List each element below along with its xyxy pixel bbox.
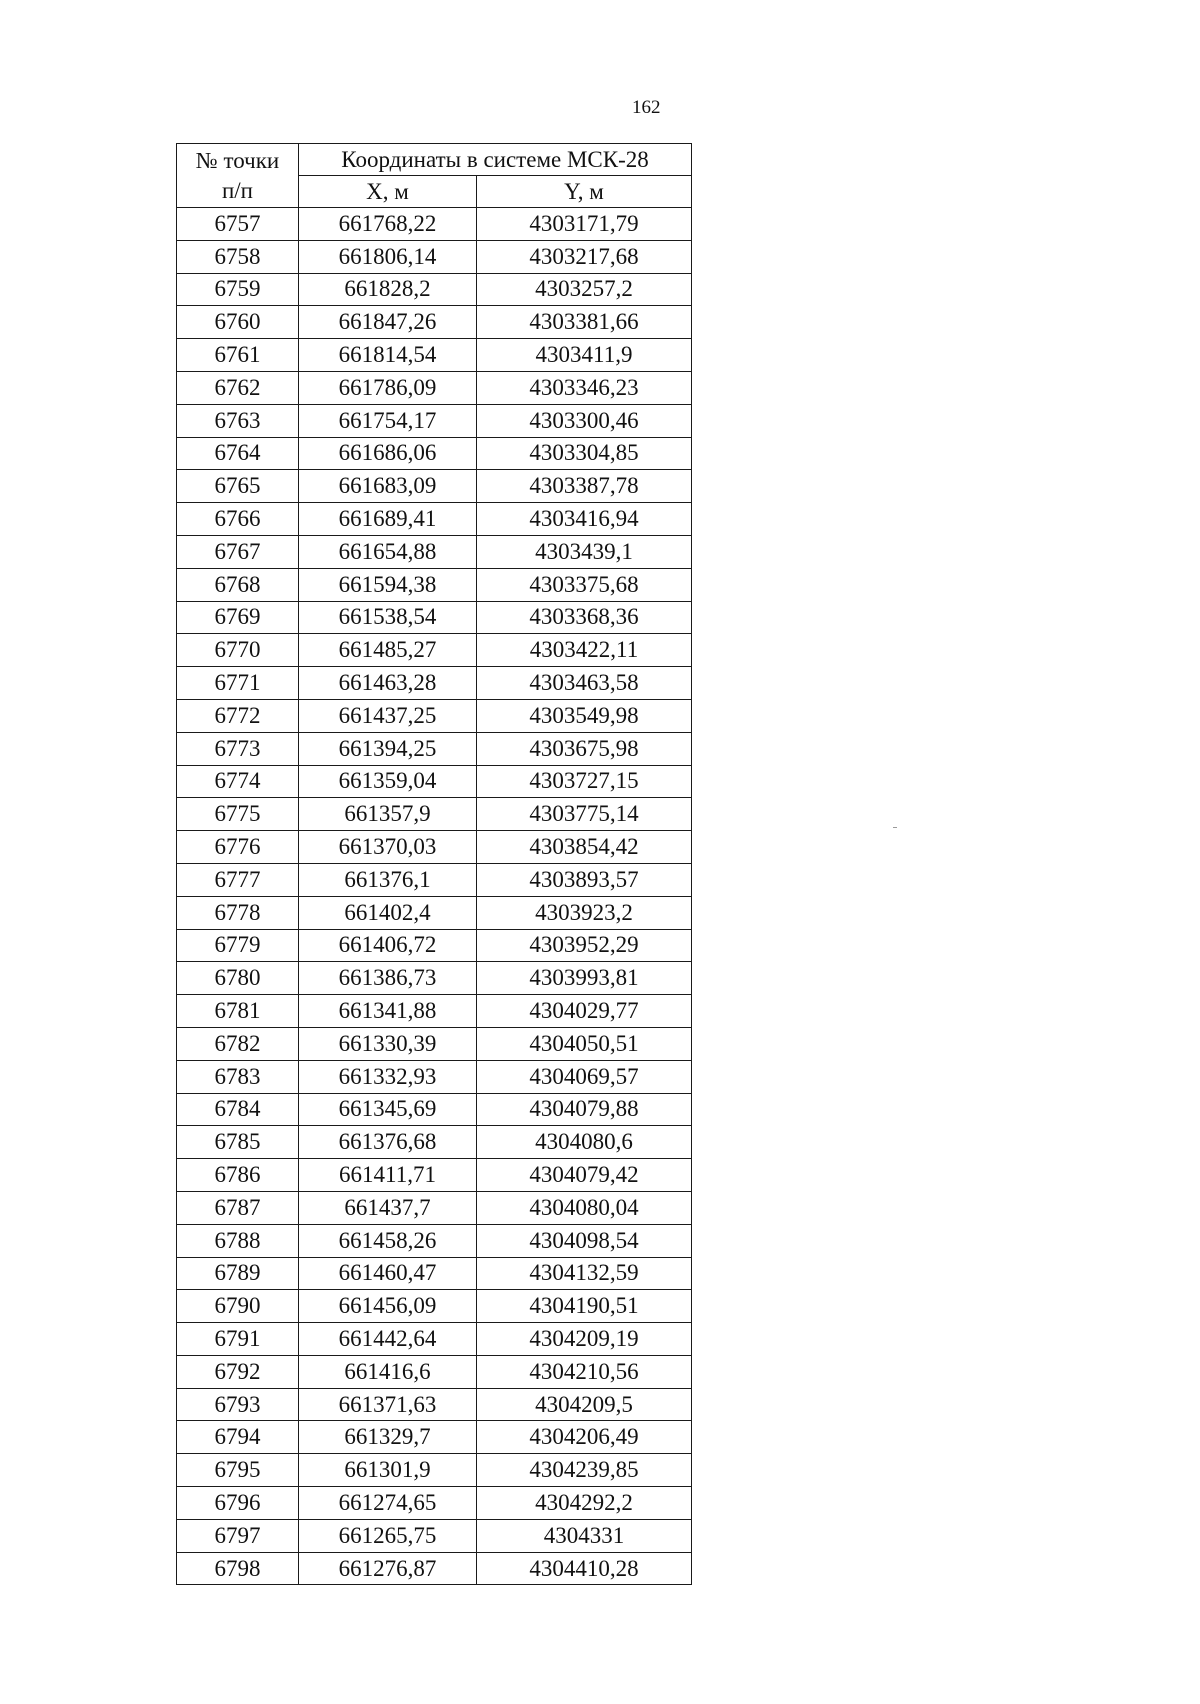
y-coordinate-cell: 4303171,79 (477, 208, 692, 241)
x-coordinate-cell: 661806,14 (299, 240, 477, 273)
x-coordinate-cell: 661416,6 (299, 1355, 477, 1388)
point-number-cell: 6777 (177, 863, 299, 896)
table-row (177, 995, 692, 1028)
table-row (177, 273, 692, 306)
x-coordinate-cell: 661686,06 (299, 437, 477, 470)
table-row (177, 503, 692, 536)
table-row (177, 1224, 692, 1257)
point-number-cell: 6766 (177, 503, 299, 536)
x-coordinate-cell: 661814,54 (299, 339, 477, 372)
point-number-cell: 6757 (177, 208, 299, 241)
x-coordinate-cell: 661386,73 (299, 962, 477, 995)
point-number-cell: 6782 (177, 1027, 299, 1060)
x-coordinate-cell: 661689,41 (299, 503, 477, 536)
table-row (177, 929, 692, 962)
y-coordinate-cell: 4304209,5 (477, 1388, 692, 1421)
y-coordinate-cell: 4303381,66 (477, 306, 692, 339)
coordinates-group-header: Координаты в системе МСК-28 (299, 144, 692, 176)
x-column-header: X, м (299, 176, 477, 208)
x-coordinate-cell: 661357,9 (299, 798, 477, 831)
x-coordinate-cell: 661406,72 (299, 929, 477, 962)
point-number-cell: 6769 (177, 601, 299, 634)
y-coordinate-cell: 4303675,98 (477, 732, 692, 765)
point-number-cell: 6786 (177, 1159, 299, 1192)
table-row (177, 404, 692, 437)
x-coordinate-cell: 661402,4 (299, 896, 477, 929)
point-number-cell: 6788 (177, 1224, 299, 1257)
x-coordinate-cell: 661376,68 (299, 1126, 477, 1159)
y-coordinate-cell: 4304239,85 (477, 1454, 692, 1487)
y-coordinate-cell: 4303416,94 (477, 503, 692, 536)
y-coordinate-cell: 4304050,51 (477, 1027, 692, 1060)
x-coordinate-cell: 661330,39 (299, 1027, 477, 1060)
point-number-cell: 6797 (177, 1519, 299, 1552)
table-row (177, 667, 692, 700)
table-row (177, 1454, 692, 1487)
table-row (177, 1027, 692, 1060)
point-number-cell: 6796 (177, 1487, 299, 1520)
x-coordinate-cell: 661329,7 (299, 1421, 477, 1454)
point-number-header-line2: п/п (221, 177, 253, 203)
y-coordinate-cell: 4303439,1 (477, 535, 692, 568)
x-coordinate-cell: 661847,26 (299, 306, 477, 339)
table-row (177, 470, 692, 503)
y-coordinate-cell: 4303463,58 (477, 667, 692, 700)
page-number: 162 (632, 97, 661, 118)
point-number-cell: 6785 (177, 1126, 299, 1159)
table-row (177, 1093, 692, 1126)
point-number-cell: 6790 (177, 1290, 299, 1323)
table-row (177, 306, 692, 339)
table-row (177, 634, 692, 667)
x-coordinate-cell: 661332,93 (299, 1060, 477, 1093)
y-coordinate-cell: 4304410,28 (477, 1552, 692, 1585)
table-row (177, 371, 692, 404)
x-coordinate-cell: 661437,7 (299, 1191, 477, 1224)
point-number-cell: 6798 (177, 1552, 299, 1585)
point-number-cell: 6758 (177, 240, 299, 273)
point-number-cell: 6768 (177, 568, 299, 601)
table-row (177, 1552, 692, 1585)
y-coordinate-cell: 4304079,42 (477, 1159, 692, 1192)
point-number-cell: 6759 (177, 273, 299, 306)
x-coordinate-cell: 661371,63 (299, 1388, 477, 1421)
y-coordinate-cell: 4303257,2 (477, 273, 692, 306)
table-row (177, 240, 692, 273)
point-number-cell: 6765 (177, 470, 299, 503)
point-number-cell: 6791 (177, 1323, 299, 1356)
y-coordinate-cell: 4303375,68 (477, 568, 692, 601)
table-row (177, 1126, 692, 1159)
x-coordinate-cell: 661359,04 (299, 765, 477, 798)
table-row (177, 1388, 692, 1421)
table-row (177, 896, 692, 929)
point-number-cell: 6762 (177, 371, 299, 404)
scan-artifact (893, 827, 897, 828)
point-number-cell: 6764 (177, 437, 299, 470)
point-number-cell: 6787 (177, 1191, 299, 1224)
table-row (177, 962, 692, 995)
y-coordinate-cell: 4304210,56 (477, 1355, 692, 1388)
x-coordinate-cell: 661754,17 (299, 404, 477, 437)
x-coordinate-cell: 661394,25 (299, 732, 477, 765)
point-number-cell: 6767 (177, 535, 299, 568)
table-row (177, 732, 692, 765)
table-row (177, 1257, 692, 1290)
header-row (177, 144, 692, 176)
table-row (177, 765, 692, 798)
point-number-header (177, 144, 299, 208)
x-coordinate-cell: 661786,09 (299, 371, 477, 404)
x-coordinate-cell: 661460,47 (299, 1257, 477, 1290)
x-coordinate-cell: 661370,03 (299, 831, 477, 864)
point-number-cell: 6784 (177, 1093, 299, 1126)
table-header (177, 144, 692, 208)
y-coordinate-cell: 4304080,6 (477, 1126, 692, 1159)
y-coordinate-cell: 4303549,98 (477, 699, 692, 732)
y-coordinate-cell: 4304029,77 (477, 995, 692, 1028)
x-coordinate-cell: 661345,69 (299, 1093, 477, 1126)
y-coordinate-cell: 4303422,11 (477, 634, 692, 667)
x-coordinate-cell: 661341,88 (299, 995, 477, 1028)
table-row (177, 208, 692, 241)
point-number-cell: 6763 (177, 404, 299, 437)
table-row (177, 1191, 692, 1224)
point-number-cell: 6772 (177, 699, 299, 732)
point-number-cell: 6781 (177, 995, 299, 1028)
point-number-cell: 6795 (177, 1454, 299, 1487)
point-number-cell: 6783 (177, 1060, 299, 1093)
y-coordinate-cell: 4303952,29 (477, 929, 692, 962)
point-number-cell: 6792 (177, 1355, 299, 1388)
y-coordinate-cell: 4303893,57 (477, 863, 692, 896)
table-row (177, 437, 692, 470)
x-coordinate-cell: 661276,87 (299, 1552, 477, 1585)
x-coordinate-cell: 661301,9 (299, 1454, 477, 1487)
x-coordinate-cell: 661274,65 (299, 1487, 477, 1520)
y-coordinate-cell: 4304292,2 (477, 1487, 692, 1520)
y-coordinate-cell: 4303993,81 (477, 962, 692, 995)
x-coordinate-cell: 661265,75 (299, 1519, 477, 1552)
table-row (177, 1159, 692, 1192)
point-number-cell: 6773 (177, 732, 299, 765)
table-body (177, 208, 692, 1585)
y-coordinate-cell: 4304079,88 (477, 1093, 692, 1126)
x-coordinate-cell: 661828,2 (299, 273, 477, 306)
table-row (177, 568, 692, 601)
y-coordinate-cell: 4303775,14 (477, 798, 692, 831)
y-coordinate-cell: 4303727,15 (477, 765, 692, 798)
y-coordinate-cell: 4303346,23 (477, 371, 692, 404)
table-row (177, 1421, 692, 1454)
point-number-cell: 6761 (177, 339, 299, 372)
table-row (177, 699, 692, 732)
y-coordinate-cell: 4303387,78 (477, 470, 692, 503)
point-number-cell: 6780 (177, 962, 299, 995)
table-row (177, 863, 692, 896)
x-coordinate-cell: 661594,38 (299, 568, 477, 601)
table-row (177, 601, 692, 634)
coordinates-table (176, 143, 692, 1585)
point-number-cell: 6760 (177, 306, 299, 339)
y-coordinate-cell: 4303304,85 (477, 437, 692, 470)
table-row (177, 339, 692, 372)
x-coordinate-cell: 661437,25 (299, 699, 477, 732)
point-number-cell: 6793 (177, 1388, 299, 1421)
y-coordinate-cell: 4304190,51 (477, 1290, 692, 1323)
y-coordinate-cell: 4303368,36 (477, 601, 692, 634)
point-number-cell: 6779 (177, 929, 299, 962)
x-coordinate-cell: 661456,09 (299, 1290, 477, 1323)
table-row (177, 535, 692, 568)
table-row (177, 831, 692, 864)
x-coordinate-cell: 661654,88 (299, 535, 477, 568)
x-coordinate-cell: 661538,54 (299, 601, 477, 634)
point-number-cell: 6794 (177, 1421, 299, 1454)
point-number-cell: 6778 (177, 896, 299, 929)
x-coordinate-cell: 661376,1 (299, 863, 477, 896)
point-number-cell: 6776 (177, 831, 299, 864)
x-coordinate-cell: 661411,71 (299, 1159, 477, 1192)
y-coordinate-cell: 4304132,59 (477, 1257, 692, 1290)
point-number-cell: 6770 (177, 634, 299, 667)
x-coordinate-cell: 661442,64 (299, 1323, 477, 1356)
point-number-cell: 6789 (177, 1257, 299, 1290)
y-coordinate-cell: 4303217,68 (477, 240, 692, 273)
y-column-header: Y, м (477, 176, 692, 208)
table-row (177, 1519, 692, 1552)
y-coordinate-cell: 4304080,04 (477, 1191, 692, 1224)
table-row (177, 1487, 692, 1520)
table-row (177, 1355, 692, 1388)
x-coordinate-cell: 661458,26 (299, 1224, 477, 1257)
point-number-header-line1: № точки (195, 147, 280, 173)
point-number-cell: 6771 (177, 667, 299, 700)
y-coordinate-cell: 4303411,9 (477, 339, 692, 372)
point-number-cell: 6774 (177, 765, 299, 798)
y-coordinate-cell: 4304098,54 (477, 1224, 692, 1257)
x-coordinate-cell: 661768,22 (299, 208, 477, 241)
y-coordinate-cell: 4303854,42 (477, 831, 692, 864)
table-row (177, 798, 692, 831)
x-coordinate-cell: 661463,28 (299, 667, 477, 700)
table-row (177, 1323, 692, 1356)
y-coordinate-cell: 4303923,2 (477, 896, 692, 929)
table-row (177, 1290, 692, 1323)
y-coordinate-cell: 4304206,49 (477, 1421, 692, 1454)
x-coordinate-cell: 661485,27 (299, 634, 477, 667)
x-coordinate-cell: 661683,09 (299, 470, 477, 503)
y-coordinate-cell: 4304209,19 (477, 1323, 692, 1356)
table-row (177, 1060, 692, 1093)
y-coordinate-cell: 4304069,57 (477, 1060, 692, 1093)
y-coordinate-cell: 4303300,46 (477, 404, 692, 437)
point-number-cell: 6775 (177, 798, 299, 831)
y-coordinate-cell: 4304331 (477, 1519, 692, 1552)
